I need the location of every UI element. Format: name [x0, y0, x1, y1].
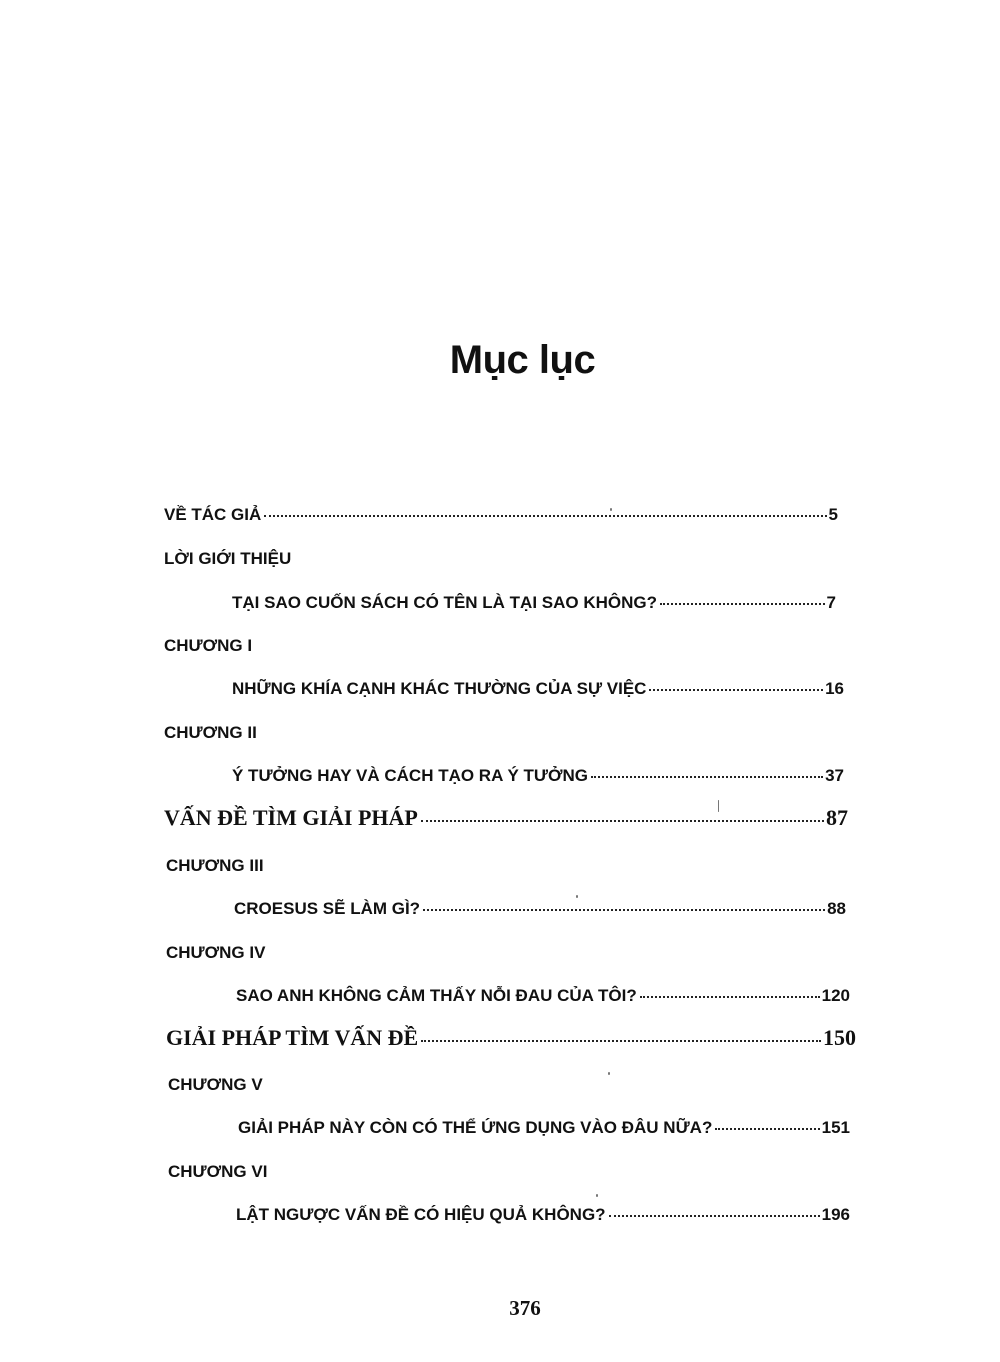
- scan-speck: [718, 800, 719, 812]
- toc-entry-label: SAO ANH KHÔNG CẢM THẤY NỖI ĐAU CỦA TÔI?: [236, 986, 637, 1005]
- toc-entry-page: 151: [821, 1118, 850, 1137]
- toc-heading-chapter-1: [164, 636, 252, 656]
- toc-part-page: 150: [823, 1025, 856, 1050]
- toc-heading-label: CHƯƠNG II: [164, 723, 257, 742]
- dot-leader: [591, 776, 823, 778]
- toc-entry-label: VỀ TÁC GIẢ: [164, 505, 262, 524]
- toc-entry-page: 196: [821, 1205, 850, 1224]
- dot-leader: [264, 515, 826, 517]
- toc-heading-chapter-3: [166, 856, 264, 876]
- toc-entry-about-author: [164, 505, 838, 525]
- toc-heading-chapter-2: [164, 723, 257, 743]
- toc-heading-label: CHƯƠNG V: [168, 1075, 263, 1094]
- toc-heading-label: CHƯƠNG VI: [168, 1162, 268, 1181]
- toc-entry-page: 88: [827, 899, 846, 918]
- toc-entry-label: NHỮNG KHÍA CẠNH KHÁC THƯỜNG CỦA SỰ VIỆC: [232, 679, 647, 698]
- toc-part-solution-seeks-problem: [166, 1025, 856, 1051]
- scan-speck: [596, 1194, 598, 1197]
- toc-part-problem-seeks-solution: [164, 805, 848, 831]
- toc-heading-label: CHƯƠNG I: [164, 636, 253, 655]
- toc-heading-chapter-6: [168, 1162, 267, 1182]
- toc-entry-label: LẬT NGƯỢC VẤN ĐỀ CÓ HIỆU QUẢ KHÔNG?: [236, 1205, 606, 1224]
- toc-part-page: 87: [826, 805, 848, 830]
- page-title: Mục lục: [449, 338, 596, 382]
- toc-entry-label: TẠI SAO CUỐN SÁCH CÓ TÊN LÀ TẠI SAO KHÔNG?: [232, 593, 657, 612]
- dot-leader: [421, 1040, 821, 1042]
- toc-heading-label: CHƯƠNG IV: [166, 943, 266, 962]
- toc-entry-feel-my-pain: [236, 986, 850, 1006]
- toc-entry-label: GIẢI PHÁP NÀY CÒN CÓ THỂ ỨNG DỤNG VÀO ĐÂU NỮA?: [238, 1118, 713, 1137]
- toc-entry-page: 5: [828, 505, 838, 524]
- toc-entry-croesus: [234, 899, 846, 919]
- toc-entry-good-ideas: [232, 766, 844, 786]
- toc-part-label: VẤN ĐỀ TÌM GIẢI PHÁP: [164, 805, 418, 830]
- toc-part-label: GIẢI PHÁP TÌM VẤN ĐỀ: [166, 1025, 419, 1050]
- toc-heading-label: LỜI GIỚI THIỆU: [164, 549, 292, 568]
- dot-leader: [423, 909, 825, 911]
- dot-leader: [649, 689, 823, 691]
- toc-entry-page: 7: [826, 593, 836, 612]
- scan-speck: [608, 1072, 610, 1075]
- toc-entry-reverse-problem: [236, 1205, 850, 1225]
- scan-speck: [576, 895, 578, 898]
- toc-entry-unusual-aspects: [232, 679, 844, 699]
- toc-entry-label: CROESUS SẼ LÀM GÌ?: [234, 899, 421, 918]
- toc-heading-chapter-5: [168, 1075, 263, 1095]
- toc-entry-page: 16: [825, 679, 844, 698]
- toc-entry-page: 120: [821, 986, 850, 1005]
- dot-leader: [640, 996, 820, 998]
- dot-leader: [421, 820, 824, 822]
- toc-heading-label: CHƯƠNG III: [166, 856, 264, 875]
- scan-speck: [610, 508, 612, 511]
- page-number: 376: [509, 1296, 541, 1320]
- dot-leader: [715, 1128, 819, 1130]
- toc-heading-introduction: [164, 549, 291, 569]
- dot-leader: [609, 1215, 820, 1217]
- toc-entry-why-title: [232, 593, 836, 613]
- toc-entry-label: Ý TƯỞNG HAY VÀ CÁCH TẠO RA Ý TƯỞNG: [232, 766, 588, 785]
- dot-leader: [660, 603, 825, 605]
- toc-entry-where-else: [238, 1118, 850, 1138]
- toc-heading-chapter-4: [166, 943, 265, 963]
- toc-entry-page: 37: [825, 766, 844, 785]
